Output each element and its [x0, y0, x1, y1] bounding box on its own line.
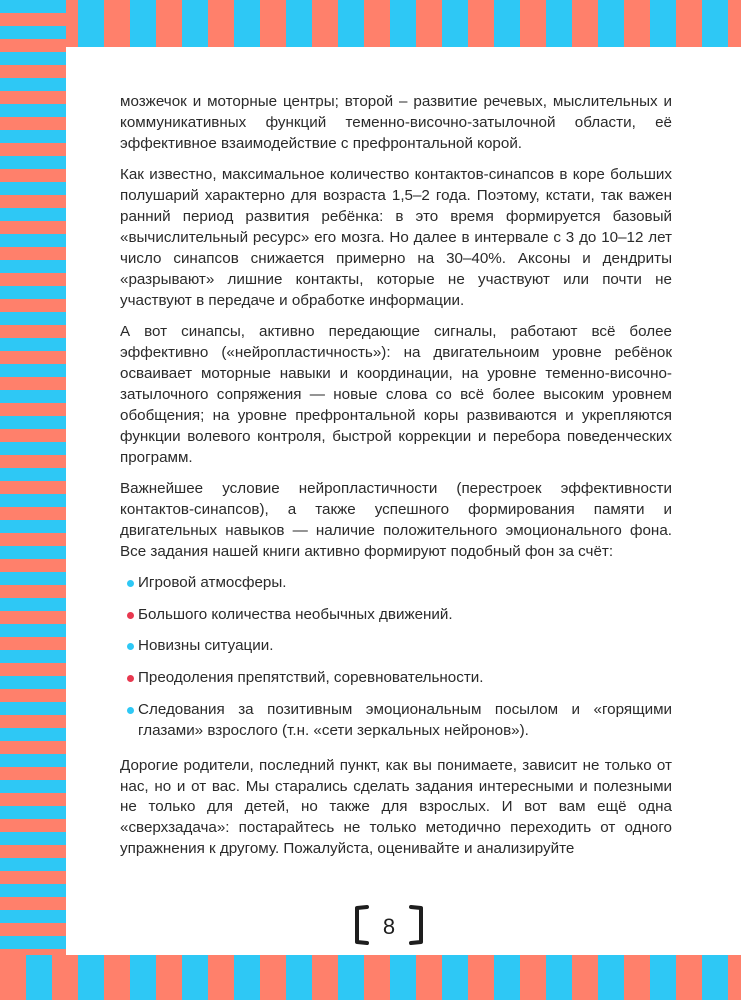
bullet-dot-icon: [127, 707, 134, 714]
bullet-list: [120, 573, 672, 742]
top-stripe-border: [0, 0, 741, 47]
bullet-text: Игровой атмосферы.: [138, 574, 287, 592]
right-bracket-icon: [411, 907, 421, 943]
paragraph-1: мозжечок и моторные центры; второй – развитие речевых, мыслительных и коммуникативных функций теменно-височно-затылочной области, её эффективное взаимодействие с префронтальной корой.: [120, 93, 672, 152]
bullet-text: Большого количества необычных движений.: [138, 605, 453, 623]
bullet-item: [120, 668, 672, 689]
page-number: 8: [382, 914, 396, 939]
bullet-item: [120, 636, 672, 657]
bottom-stripe-border: [0, 955, 741, 1000]
bullet-dot-icon: [127, 580, 134, 587]
bullet-dot-icon: [127, 675, 134, 682]
paragraph-4: Важнейшее условие нейропластичности (перестроек эффективности контактов-синапсов), а также успешного формирования памяти и двигательных навыков — наличие положительного эмоционального фона. Все задания нашей книги активно формируют подобный фон за счёт:: [120, 479, 672, 560]
paragraph-3: А вот синапсы, активно передающие сигналы, работают всё более эффективно («нейропластичность»): на двигательноим уровне ребёнок осваивает моторные навыки и координации, на уровне теменно-височно-затылочного сопряжения — новые слова со всё более высоким уровнем обобщения; на уровне префронтальной коры развиваются и укрепляются функции волевого контроля, быстрой коррекции и перебора поведенческих программ.: [120, 323, 672, 466]
bullet-text: Новизны ситуации.: [138, 637, 274, 655]
closing-paragraph: Дорогие родители, последний пункт, как вы понимаете, зависит не только от нас, но и от вас. Мы старались сделать задания интересными и полезными не только для детей, но также для взрослых. И вот вам ещё одна «сверхзадача»: постарайтесь не только методично переходить от одного упражнения к другому. Пожалуйста, оценивайте и анализируйте: [120, 756, 672, 858]
bullet-dot-icon: [127, 643, 134, 650]
bullet-text: Следования за позитивным эмоциональным посылом и «горящими глазами» взрослого (т.н. «сети зеркальных нейронов»).: [138, 700, 672, 739]
paragraph-2: Как известно, максимальное количество контактов-синапсов в коре больших полушарий характерно для возраста 1,5–2 года. Поэтому, кстати, так важен ранний период развития ребёнка: в это время формируется базовый «вычислительный ресурс» его мозга. Но далее в интервале с 3 до 10–12 лет число синапсов снижается примерно на 30–40%. Аксоны и дендриты «разрывают» лишние контакты, которые не участвуют или почти не участвуют в передаче и обработке информации.: [120, 166, 672, 309]
page-content: [120, 92, 672, 871]
bullet-item: [120, 700, 672, 742]
left-bracket-icon: [357, 907, 367, 943]
left-stripe-border: [0, 0, 66, 1000]
bullet-dot-icon: [127, 612, 134, 619]
page-number-badge: [353, 904, 425, 946]
bullet-item: [120, 573, 672, 594]
bullet-text: Преодоления препятствий, соревновательности.: [138, 669, 484, 687]
bullet-item: [120, 605, 672, 626]
